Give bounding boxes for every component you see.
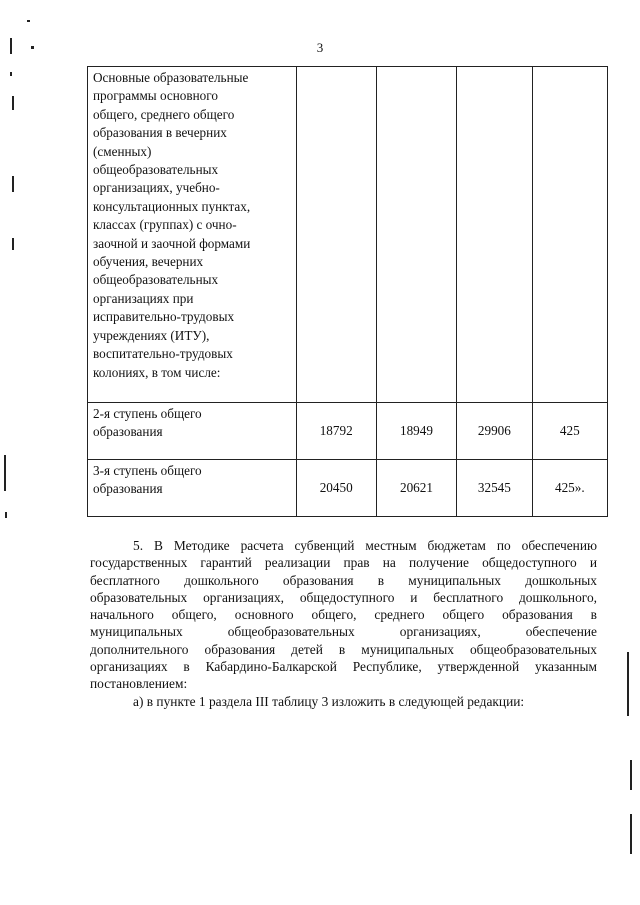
- label-line: колониях, в том числе:: [93, 364, 221, 380]
- table-cell: [296, 67, 376, 403]
- paragraph-line: образовательных организациях, общедоступного и бесплатного дошкольного,: [90, 589, 597, 605]
- paragraph-line: государственных гарантий реализации прав на получение общедоступного и: [90, 555, 597, 571]
- label-line: обучения, вечерних: [93, 254, 204, 270]
- table-cell: [457, 67, 533, 403]
- scan-mark: [627, 652, 629, 716]
- label-line: исправительно-трудовых: [93, 309, 235, 325]
- table-cell-value: 18949: [376, 403, 456, 460]
- label-line: образования: [93, 424, 163, 440]
- label-line: общего, среднего общего: [93, 106, 235, 122]
- table-cell-value: 425».: [532, 460, 607, 517]
- label-line: образования в вечерних: [93, 125, 227, 141]
- table-cell-value: 32545: [457, 460, 533, 517]
- table-cell-label: [88, 67, 297, 403]
- paragraph-line: постановлением:: [90, 676, 188, 692]
- label-line: учреждениях (ИТУ),: [93, 327, 210, 343]
- label-line: 2-я ступень общего: [93, 406, 202, 421]
- table-row: [88, 403, 608, 460]
- table-cell: [376, 67, 456, 403]
- label-line: образования: [93, 481, 163, 497]
- scan-mark: [12, 96, 14, 110]
- scan-mark: [10, 72, 12, 76]
- table-row: [88, 460, 608, 517]
- paragraph-line: начального общего, основного общего, среднего общего образования в: [90, 607, 597, 623]
- scan-mark: [12, 238, 14, 250]
- scan-mark: [630, 760, 632, 790]
- label-line: организациях при: [93, 290, 194, 306]
- table-cell-value: 20450: [296, 460, 376, 517]
- paragraph-line: бесплатного дошкольного образования в муниципальных дошкольных: [90, 572, 597, 588]
- table-cell-label: [88, 403, 297, 460]
- page-number: 3: [316, 40, 324, 55]
- label-line: общеобразовательных: [93, 162, 219, 178]
- scan-mark: [630, 814, 632, 854]
- scan-mark: [27, 20, 30, 22]
- label-line: заочной и заочной формами: [93, 235, 251, 251]
- label-line: Основные образовательные: [93, 70, 249, 85]
- paragraph-line: организациях в Кабардино-Балкарской Республике, утвержденной указанным: [90, 659, 597, 675]
- paragraph-line: дополнительного образования детей в муниципальных общеобразовательных: [90, 641, 597, 657]
- label-line: 3-я ступень общего: [93, 463, 202, 478]
- data-table: [87, 66, 608, 517]
- table-cell: [532, 67, 607, 403]
- table-cell-label: [88, 460, 297, 517]
- label-line: программы основного: [93, 88, 218, 104]
- table-cell-value: 20621: [376, 460, 456, 517]
- table-row: [88, 67, 608, 403]
- subitem-a: а) в пункте 1 раздела III таблицу 3 изложить в следующей редакции:: [133, 693, 525, 709]
- paragraph-line: 5. В Методике расчета субвенций местным бюджетам по обеспечению: [133, 538, 597, 553]
- paragraph-line: муниципальных общеобразовательных организациях, обеспечение: [90, 624, 597, 640]
- label-line: классах (группах) с очно-: [93, 217, 237, 233]
- label-line: воспитательно-трудовых: [93, 346, 233, 362]
- scan-mark: [5, 512, 7, 518]
- scan-mark: [4, 455, 6, 491]
- label-line: консультационных пунктах,: [93, 198, 251, 214]
- label-line: организациях, учебно-: [93, 180, 220, 196]
- table-cell-value: 425: [532, 403, 607, 460]
- table-cell-value: 29906: [457, 403, 533, 460]
- body-paragraph: [90, 537, 597, 710]
- scan-mark: [12, 176, 14, 192]
- label-line: общеобразовательных: [93, 272, 219, 288]
- table-cell-value: 18792: [296, 403, 376, 460]
- label-line: (сменных): [93, 143, 152, 159]
